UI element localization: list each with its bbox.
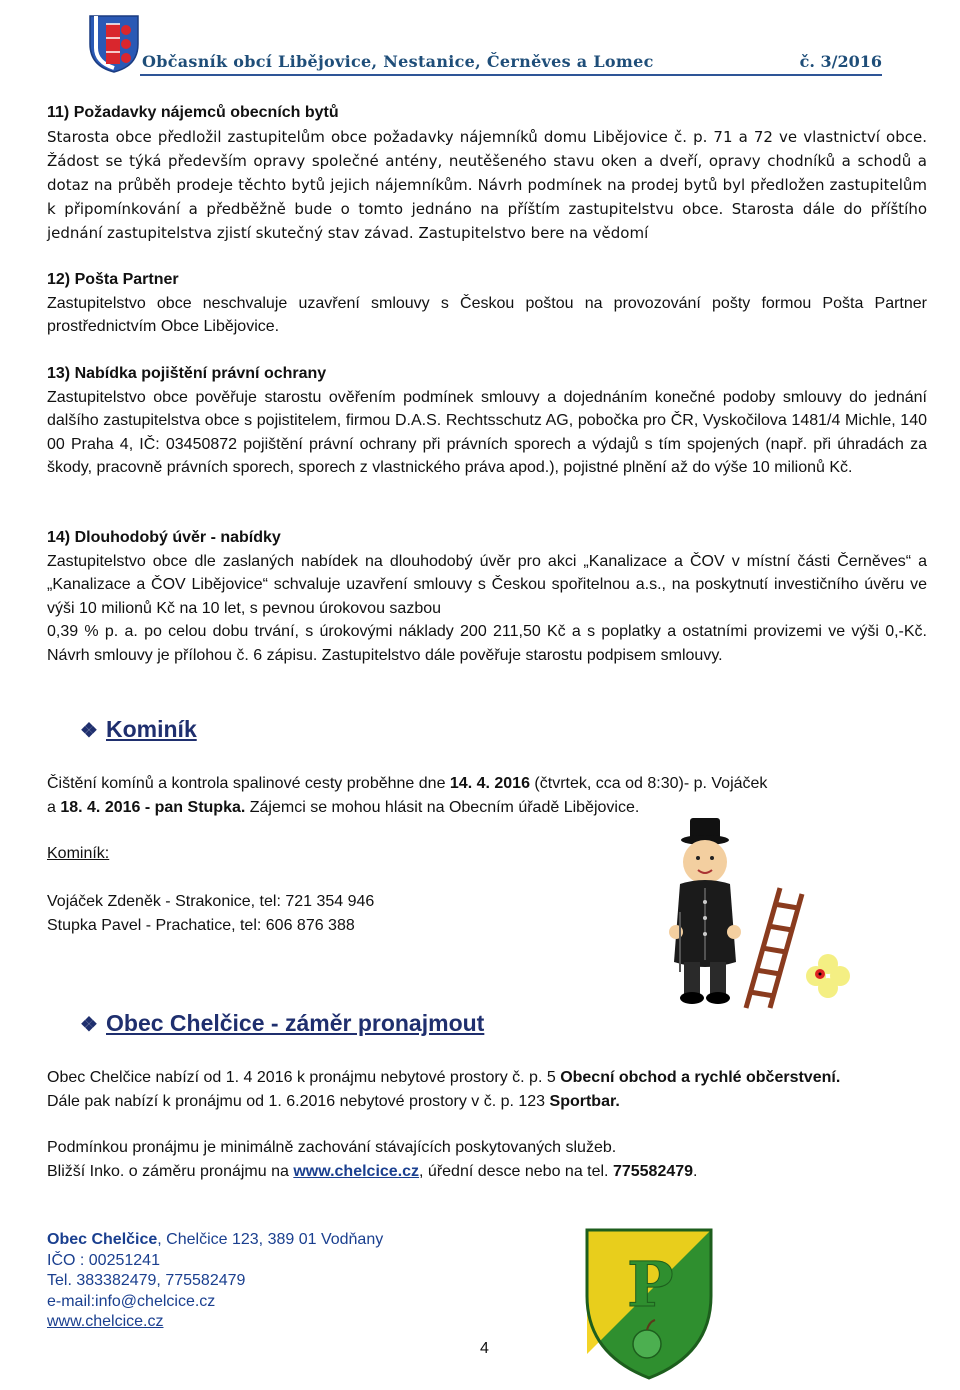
section-11-heading: 11) Požadavky nájemců obecních bytů: [47, 104, 339, 121]
chimney-sweep-illustration: [650, 812, 860, 1012]
chelcice-heading-text: Obec Chelčice - záměr pronajmout: [106, 1010, 485, 1036]
kominik-date-2: 18. 4. 2016 - pan Stupka.: [60, 798, 246, 816]
section-14-heading: 14) Dlouhodobý úvěr - nabídky: [47, 529, 281, 546]
chelcice-heading: [80, 1010, 484, 1037]
chelcice-phone: 775582479: [612, 1162, 694, 1180]
chelcice-info: [47, 1066, 887, 1183]
chelcice-p2-a: Dále pak nabízí k pronájmu od 1. 6.2016 nebytové prostory v č. p. 123: [47, 1092, 550, 1110]
kominik-line-2-c: Zájemci se mohou hlásit na Obecním úřadě Libějovice.: [245, 798, 640, 816]
chelcice-shop: Obecní obchod a rychlé občerstvení.: [560, 1069, 841, 1086]
footer-contact-email[interactable]: e-mail:info@chelcice.cz: [47, 1292, 216, 1310]
footer-contact-web[interactable]: www.chelcice.cz: [47, 1313, 164, 1330]
footer-contact-name: [47, 1230, 383, 1251]
section-13: [47, 362, 927, 480]
section-12-text: Zastupitelstvo obce neschvaluje uzavření smlouvy s Českou poštou na provozování pošty formou Pošta Partner prostřednictvím Obce Libějovice.: [47, 294, 927, 335]
footer-contact-tel: Tel. 383382479, 775582479: [47, 1272, 246, 1289]
section-12: [47, 268, 927, 339]
header-divider: [140, 74, 882, 76]
section-11-text-a: Starosta obce předložil zastupitelům obce požadavky nájemníků domu Libějovice č. p. 71 a 72 ve vlastnictví obce. Žádost se týká především opravy společné antény, neutěšeného stavu oken a dveří, opravy chodníků a schodů a dotaz na průběh prodeje těchto bytů jejich nájemníkům.: [47, 127, 927, 194]
section-13-heading: 13) Nabídka pojištění právní ochrany: [47, 365, 327, 382]
kominik-date-1: 14. 4. 2016: [449, 775, 530, 792]
chelcice-crest-logo: [583, 1226, 715, 1382]
chelcice-p1: [47, 1066, 887, 1090]
section-14-text-a: Zastupitelstvo obce dle zaslaných nabídek na dlouhodobý úvěr pro akci „Kanalizace a ČOV v místní části Černěves“ a „Kanalizace a ČOV Libějovice“ schvaluje uzavření smlouvy s Českou spořitelnou a.s., na poskytnutí investičního úvěru ve výši 10 milionů Kč na 10 let, s pevnou úrokovou sazbou: [47, 552, 927, 617]
kominik-contact-1: Vojáček Zdeněk - Strakonice, tel: 721 354 946: [47, 893, 375, 910]
footer-contact-name-bold: Obec Chelčice: [47, 1231, 158, 1248]
kominik-line-1: [47, 772, 887, 796]
chelcice-p1-a: Obec Chelčice nabízí od 1. 4 2016 k pronájmu nebytové prostory č. p. 5: [47, 1069, 561, 1086]
section-11-text-b: Návrh podmínek na prodej bytů byl předložen zastupitelům k připomínkování a předběžně bude o tomto jednáno na příštím zastupitelstvu obce. Starosta dále do příštího jednání zastupitelstva zjistí skutečný stav závad. Zastupitelstvo bere na vědomí: [47, 175, 927, 242]
kominik-line-1-a: Čištění komínů a kontrola spalinové cesty proběhne dne: [47, 775, 450, 792]
newsletter-title: Občasník obcí Libějovice, Nestanice, Černěves a Lomec: [142, 52, 654, 71]
section-12-heading: 12) Pošta Partner: [47, 271, 179, 288]
issue-number: č. 3/2016: [799, 52, 882, 71]
libejovice-crest-logo: [88, 14, 140, 74]
section-11: [47, 101, 927, 245]
kominik-contact-2: Stupka Pavel - Prachatice, tel: 606 876 388: [47, 917, 355, 934]
svg-text:P: P: [627, 1248, 674, 1321]
chelcice-p2: [47, 1090, 887, 1114]
chelcice-p4-b: , úřední desce nebo na tel.: [419, 1162, 613, 1180]
chelcice-sportbar: Sportbar.: [549, 1092, 620, 1110]
chelcice-p4-end: .: [693, 1162, 698, 1180]
kominik-line-1-c: (čtvrtek, cca od 8:30)- p. Vojáček: [529, 775, 768, 792]
section-11-text: [47, 125, 927, 245]
kominik-label: Kominík:: [47, 845, 110, 862]
kominik-contacts: [47, 890, 374, 938]
chelcice-p3: Podmínkou pronájmu je minimálně zachování stávajících poskytovaných služeb.: [47, 1139, 617, 1156]
chelcice-website-link[interactable]: www.chelcice.cz: [293, 1162, 420, 1180]
kominik-line-2-a: a: [47, 798, 61, 816]
diamond-bullet-icon: ❖: [80, 1014, 98, 1036]
page-number: 4: [480, 1340, 489, 1357]
chelcice-p4: [47, 1160, 887, 1184]
section-14: [47, 526, 927, 667]
footer-contact: [47, 1230, 383, 1333]
footer-contact-ico: IČO : 00251241: [47, 1251, 160, 1269]
diamond-bullet-icon: ❖: [80, 720, 98, 742]
section-13-text: Zastupitelstvo obce pověřuje starostu ověřením podmínek smlouvy a dojednáním konečné podoby smlouvy do jednání dalšího zastupitelstva obce s pojistitelem, firmou D.A.S. Rechtsschutz AG, pobočka pro ČR, Vyskočilova 1481/4 Michle, 140 00 Praha 4, IČ: 03450872 pojištění právní ochrany při právních sporech a výdajů s tím spojených (např. při úhradách za škody, pracovně právních sporech, sporech z vlastnického práva apod.), pojistné plnění až do výše 10 milionů Kč.: [47, 388, 927, 476]
chelcice-p4-a: Bližší Inko. o záměru pronájmu na: [47, 1162, 294, 1180]
section-14-text-b: 0,39 % p. a. po celou dobu trvání, s úrokovými náklady 200 211,50 Kč a s poplatky a ostatními provizemi ve výši 0,-Kč. Návrh smlouvy je přílohou č. 6 zápisu. Zastupitelstvo dále pověřuje starostu podpisem smlouvy.: [47, 623, 927, 664]
footer-contact-address: , Chelčice 123, 389 01 Vodňany: [157, 1231, 384, 1248]
kominik-heading: [80, 716, 197, 743]
kominik-heading-text: Kominík: [106, 716, 197, 742]
